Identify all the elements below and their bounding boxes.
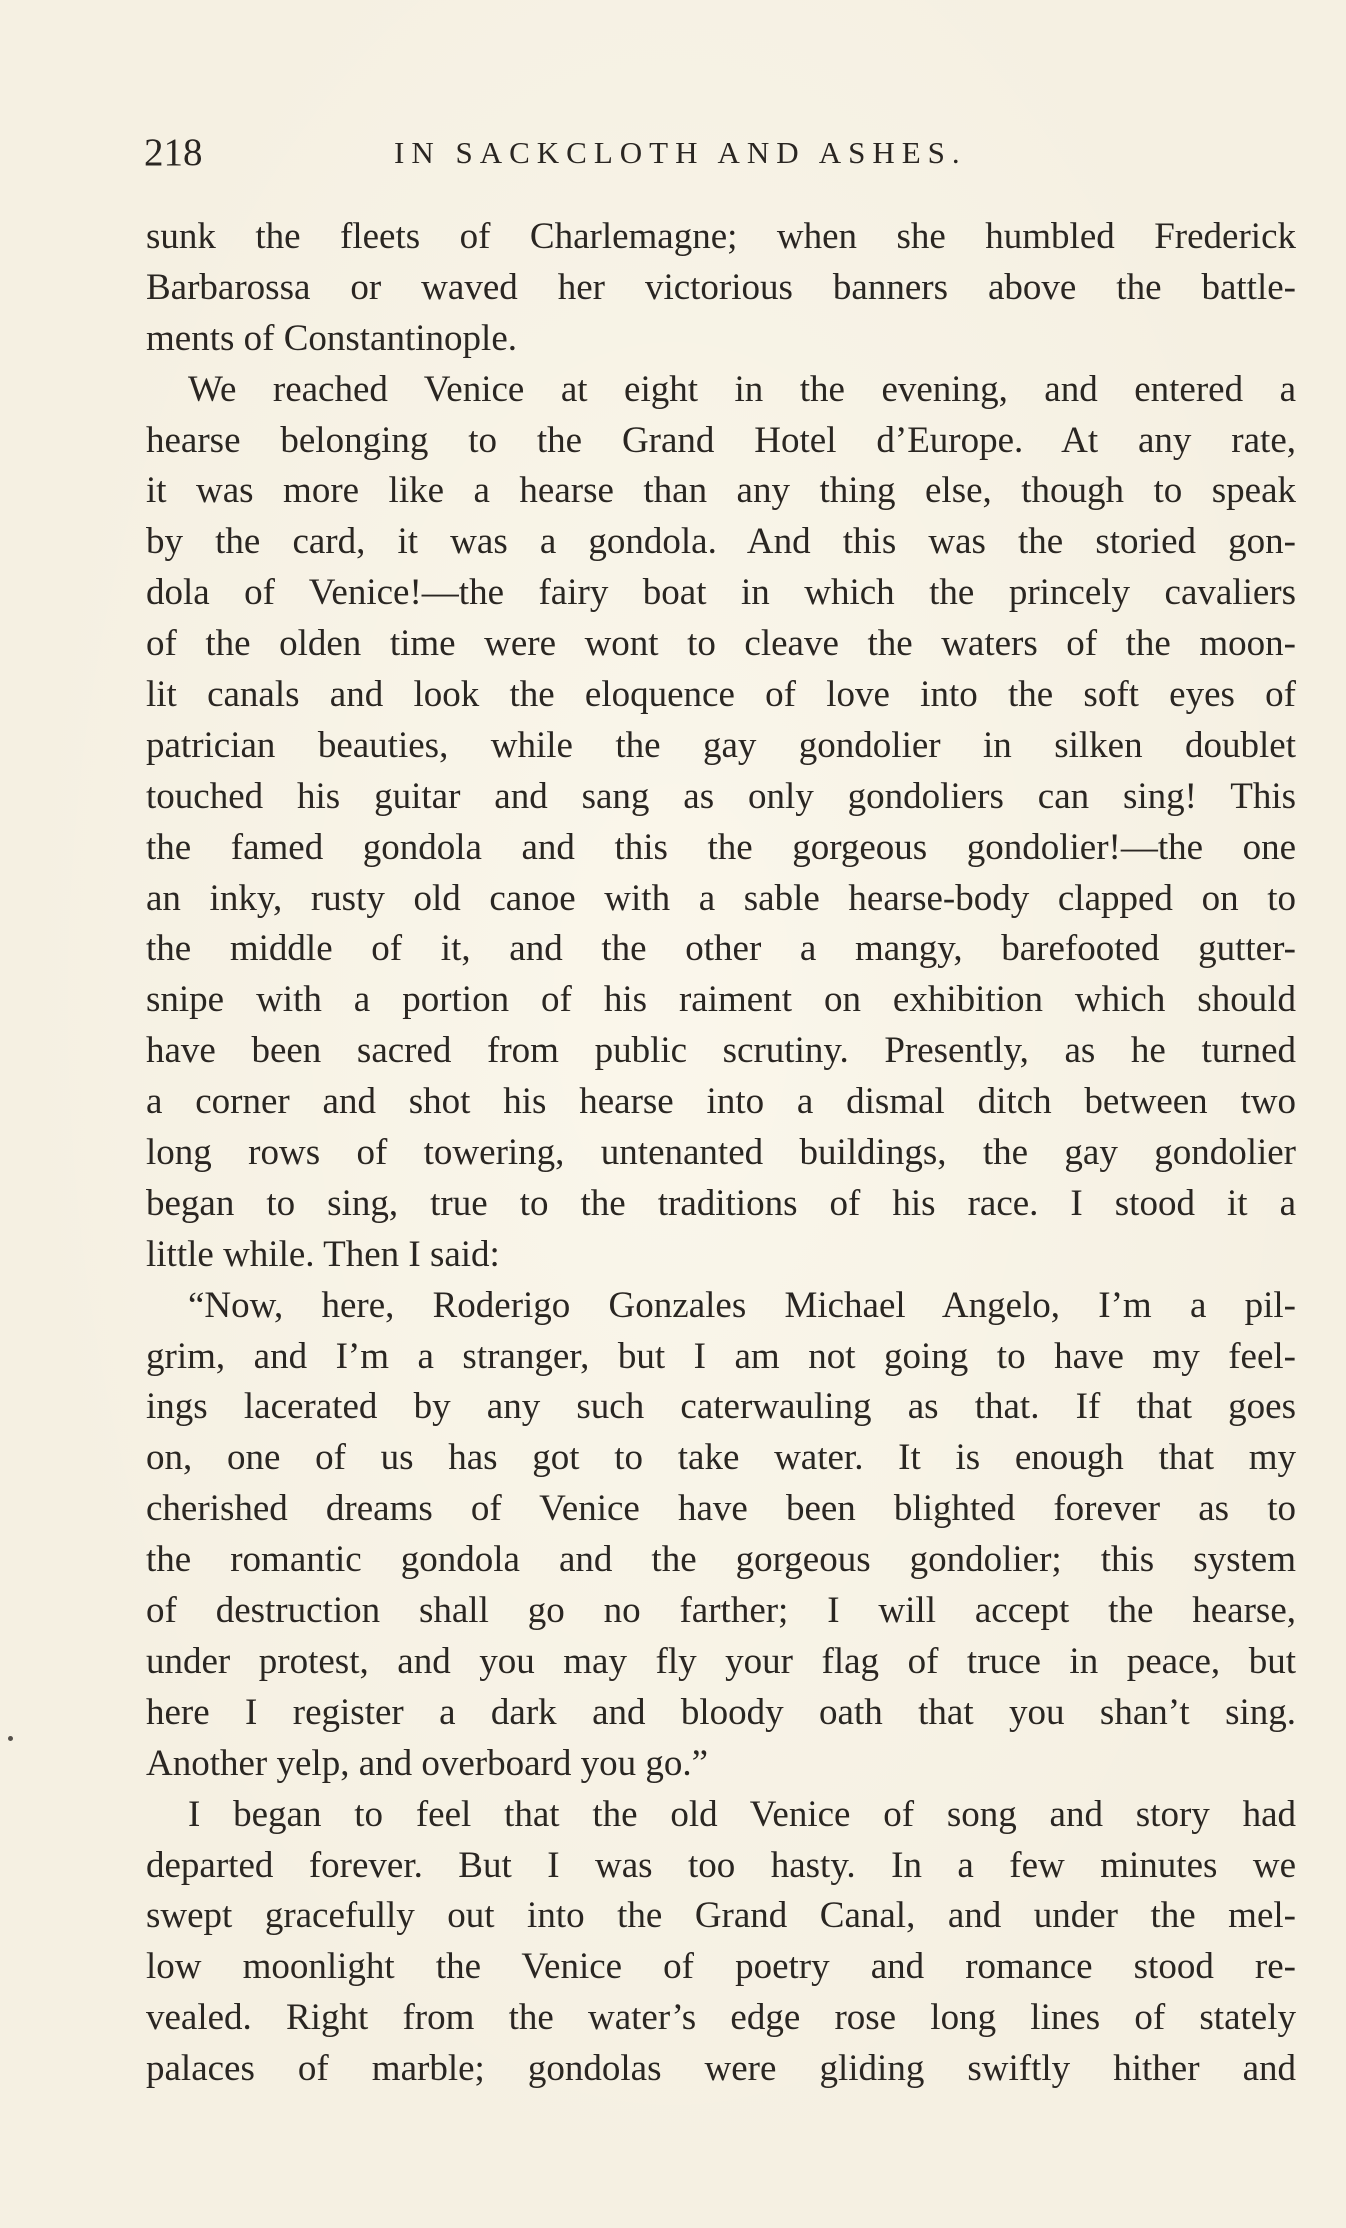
body-text <box>146 212 1296 2095</box>
text-line: long rows of towering, untenanted buildings, the gay gondolier <box>146 1132 1296 1174</box>
text-line: Another yelp, and overboard you go.” <box>146 1742 709 1784</box>
text-line: a corner and shot his hearse into a dismal ditch between two <box>146 1081 1296 1123</box>
text-line: ings lacerated by any such caterwauling as that. If that goes <box>146 1386 1296 1428</box>
text-line: ments of Constantinople. <box>146 317 517 359</box>
text-line: an inky, rusty old canoe with a sable hearse-body clapped on to <box>146 877 1296 919</box>
text-line: by the card, it was a gondola. And this was the storied gon- <box>146 521 1296 563</box>
text-line: lit canals and look the eloquence of love into the soft eyes of <box>146 674 1296 716</box>
text-line: Barbarossa or waved her victorious banners above the battle- <box>146 266 1296 308</box>
text-line: here I register a dark and bloody oath that you shan’t sing. <box>146 1691 1296 1733</box>
text-line: have been sacred from public scrutiny. Presently, as he turned <box>146 1030 1296 1072</box>
text-line: snipe with a portion of his raiment on exhibition which should <box>146 979 1296 1021</box>
text-line: grim, and I’m a stranger, but I am not going to have my feel- <box>146 1335 1296 1377</box>
text-line: swept gracefully out into the Grand Canal, and under the mel- <box>146 1895 1296 1937</box>
text-line: the famed gondola and this the gorgeous gondolier!—the one <box>146 826 1296 868</box>
text-line: patrician beauties, while the gay gondolier in silken doublet <box>146 724 1296 766</box>
text-line: little while. Then I said: <box>146 1233 500 1275</box>
paragraph-start-line: I began to feel that the old Venice of song and story had <box>188 1793 1296 1835</box>
ink-speck <box>8 1736 13 1741</box>
text-line: began to sing, true to the traditions of his race. I stood it a <box>146 1182 1296 1224</box>
text-line: hearse belonging to the Grand Hotel d’Europe. At any rate, <box>146 419 1296 461</box>
page-header <box>144 128 1294 178</box>
text-line: it was more like a hearse than any thing else, though to speak <box>146 470 1296 512</box>
text-line: sunk the fleets of Charlemagne; when she humbled Frederick <box>146 216 1296 257</box>
text-line: the romantic gondola and the gorgeous gondolier; this system <box>146 1539 1296 1581</box>
text-line: departed forever. But I was too hasty. In a few minutes we <box>146 1844 1296 1886</box>
text-line: vealed. Right from the water’s edge rose long lines of stately <box>146 1997 1296 2039</box>
text-line: palaces of marble; gondolas were gliding swiftly hither and <box>146 2048 1296 2090</box>
text-line: of destruction shall go no farther; I will accept the hearse, <box>146 1590 1296 1632</box>
paragraph-start-line: “Now, here, Roderigo Gonzales Michael Angelo, I’m a pil- <box>188 1284 1296 1326</box>
page-number: 218 <box>144 131 203 174</box>
text-line: the middle of it, and the other a mangy, barefooted gutter- <box>146 928 1296 970</box>
text-line: low moonlight the Venice of poetry and romance stood re- <box>146 1946 1296 1988</box>
text-line: under protest, and you may fly your flag of truce in peace, but <box>146 1640 1296 1682</box>
text-line: dola of Venice!—the fairy boat in which the princely cavaliers <box>146 572 1296 614</box>
paragraph-start-line: We reached Venice at eight in the evening, and entered a <box>188 368 1296 410</box>
text-line: cherished dreams of Venice have been blighted forever as to <box>146 1488 1296 1530</box>
text-line: of the olden time were wont to cleave the waters of the moon- <box>146 623 1296 665</box>
text-line: on, one of us has got to take water. It is enough that my <box>146 1437 1296 1479</box>
running-head: IN SACKCLOTH AND ASHES. <box>394 135 967 170</box>
text-line: touched his guitar and sang as only gondoliers can sing! This <box>146 775 1296 817</box>
